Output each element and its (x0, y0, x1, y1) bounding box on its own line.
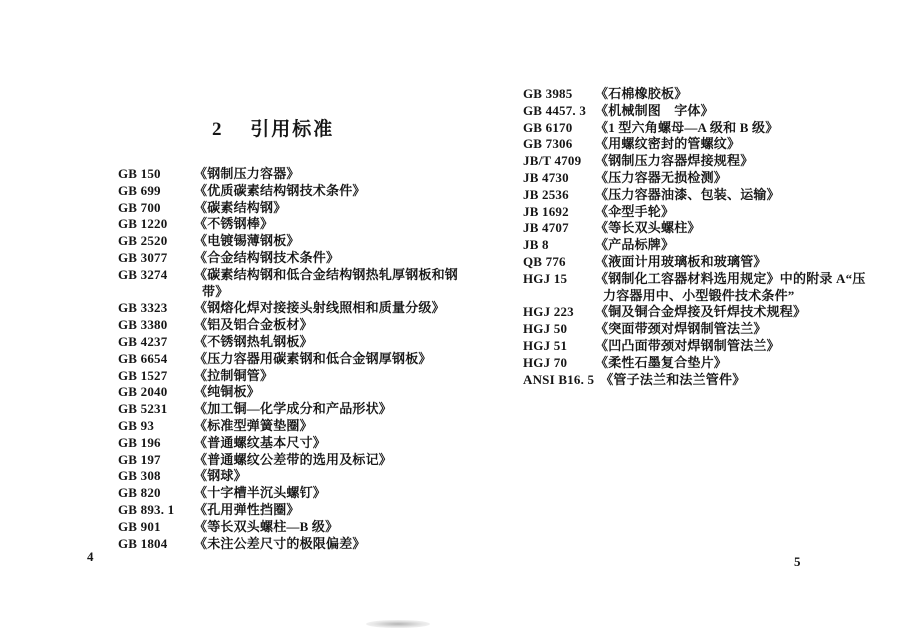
standard-title (194, 166, 490, 183)
standard-title (600, 372, 895, 389)
standard-entry-row (118, 519, 490, 536)
standard-code: GB 901 (118, 518, 161, 534)
standard-entry-row (523, 136, 895, 153)
standard-title (595, 204, 895, 221)
standard-title-line: 《不锈钢棒》 (194, 216, 274, 232)
standard-code: GB 150 (118, 166, 161, 181)
standard-code: GB 4237 (118, 333, 168, 349)
standard-title-line: 《铝及铝合金板材》 (194, 317, 313, 333)
standard-code: ANSI B16. 5 (523, 371, 595, 387)
standard-title-line: 《纯铜板》 (194, 384, 261, 400)
standard-title-line: 《未注公差尺寸的极限偏差》 (194, 535, 366, 551)
standard-code: GB 1220 (118, 216, 168, 232)
standard-code: JB 4707 (523, 220, 569, 236)
standard-entry-row (118, 502, 490, 519)
standard-title (595, 103, 895, 120)
standard-title-line: 《柔性石墨复合垫片》 (595, 354, 728, 370)
standard-title (194, 200, 490, 217)
standard-title (194, 536, 490, 553)
left-page-standards-list (118, 166, 490, 552)
standard-code: GB 893. 1 (118, 501, 175, 517)
standard-title (595, 271, 895, 305)
standard-title (194, 502, 490, 519)
standard-title (595, 153, 895, 170)
standard-entry-row (118, 384, 490, 401)
section-title: 引用标准 (250, 119, 335, 140)
standard-entry-row (118, 452, 490, 469)
standard-title (194, 183, 490, 200)
standard-entry-row (523, 271, 895, 305)
standard-code: JB 8 (523, 237, 549, 253)
standard-code: HGJ 70 (523, 354, 568, 370)
standard-title (194, 351, 490, 368)
standard-title-line: 《等长双头螺柱—B 级》 (194, 518, 339, 534)
standard-title (194, 334, 490, 351)
standard-title (595, 254, 895, 271)
page-number-right: 5 (794, 554, 801, 569)
standard-code: HGJ 51 (523, 337, 568, 353)
standard-title (194, 267, 490, 301)
standard-entry-row (118, 435, 490, 452)
standard-entry-row (523, 187, 895, 204)
standard-title-line: 《伞型手轮》 (595, 203, 675, 219)
standard-entry-row (523, 120, 895, 137)
standard-code: GB 3380 (118, 317, 168, 333)
standard-code: JB 2536 (523, 186, 569, 202)
standard-title-line: 《加工铜—化学成分和产品形状》 (194, 401, 393, 417)
standard-code: GB 308 (118, 468, 161, 484)
standard-code: GB 3323 (118, 300, 168, 316)
standard-entry-row (523, 321, 895, 338)
standard-title-line: 《铜及铜合金焊接及钎焊技术规程》 (595, 304, 807, 320)
standard-code: GB 3274 (118, 266, 168, 282)
standard-title-line: 《1 型六角螺母—A 级和 B 级》 (595, 119, 779, 135)
standard-code: GB 5231 (118, 401, 168, 417)
standard-entry-row (118, 334, 490, 351)
standard-title (194, 485, 490, 502)
standard-title-line: 《优质碳素结构钢技术条件》 (194, 182, 366, 198)
standard-title-line: 《合金结构钢技术条件》 (194, 249, 340, 265)
standard-title (595, 170, 895, 187)
standard-code: GB 7306 (523, 136, 573, 152)
standard-code: GB 3077 (118, 249, 168, 265)
standard-title-line: 《十字槽半沉头螺钉》 (194, 485, 327, 501)
standard-title-line: 《管子法兰和法兰管件》 (600, 371, 746, 387)
standard-title-line: 《孔用弹性挡圈》 (194, 501, 300, 517)
standard-entry-row (118, 300, 490, 317)
standard-entry-row (118, 401, 490, 418)
standard-title-line: 《液面计用玻璃板和玻璃管》 (595, 253, 767, 269)
standard-title (595, 136, 895, 153)
standard-entry-row (118, 368, 490, 385)
standard-code: GB 197 (118, 451, 161, 467)
standard-code: GB 93 (118, 417, 155, 433)
standard-title-continuation: 力容器用中、小型锻件技术条件” (603, 287, 795, 303)
standard-title-line: 《钢球》 (194, 468, 247, 484)
standard-title (194, 384, 490, 401)
standard-title (595, 355, 895, 372)
standard-title (194, 401, 490, 418)
standard-title-line: 《突面带颈对焊钢制管法兰》 (595, 321, 767, 337)
standard-entry-row (118, 317, 490, 334)
standard-code: HGJ 223 (523, 304, 574, 320)
standard-title-line: 《普通螺纹基本尺寸》 (194, 434, 327, 450)
standard-title-line: 《钢熔化焊对接接头射线照相和质量分级》 (194, 300, 445, 316)
standard-title-continuation: 带》 (202, 283, 229, 299)
standard-entry-row (118, 166, 490, 183)
section-number: 2 (212, 119, 223, 140)
standard-title (595, 304, 895, 321)
section-heading (212, 114, 334, 141)
standard-title-line: 《拉制铜管》 (194, 367, 274, 383)
standard-title (194, 300, 490, 317)
standard-title (194, 317, 490, 334)
standard-code: JB 4730 (523, 169, 569, 185)
standard-entry-row (118, 536, 490, 553)
standard-title-line: 《凹凸面带颈对焊钢制管法兰》 (595, 337, 780, 353)
standard-entry-row (523, 86, 895, 103)
standard-code: GB 196 (118, 434, 161, 450)
standard-title (194, 216, 490, 233)
standard-entry-row (118, 267, 490, 301)
standard-title (194, 368, 490, 385)
standard-title-line: 《压力容器油漆、包装、运输》 (595, 186, 780, 202)
standard-code: GB 6170 (523, 119, 573, 135)
standard-entry-row (523, 338, 895, 355)
standard-entry-row (523, 355, 895, 372)
standard-code: GB 700 (118, 199, 161, 215)
standard-title (595, 120, 895, 137)
page-number-left: 4 (87, 549, 94, 564)
standard-entry-row (118, 200, 490, 217)
standard-title-line: 《钢制化工容器材料选用规定》中的附录 A“压 (595, 270, 866, 286)
standard-title (595, 220, 895, 237)
standard-title (595, 187, 895, 204)
standard-code: GB 1527 (118, 367, 168, 383)
standard-title-line: 《产品标牌》 (595, 237, 675, 253)
standard-entry-row (118, 233, 490, 250)
standard-code: GB 820 (118, 485, 161, 501)
standard-entry-row (118, 351, 490, 368)
right-page-standards-list (523, 86, 895, 388)
standard-title (194, 418, 490, 435)
standard-title (595, 338, 895, 355)
standard-entry-row (523, 372, 895, 389)
standard-title-line: 《碳素结构钢和低合金结构钢热轧厚钢板和钢 (194, 266, 459, 282)
standard-entry-row (118, 485, 490, 502)
standard-title-line: 《电镀锡薄钢板》 (194, 233, 300, 249)
standard-entry-row (118, 250, 490, 267)
standard-title-line: 《普通螺纹公差带的选用及标记》 (194, 451, 393, 467)
standard-title-line: 《钢制压力容器焊接规程》 (595, 153, 754, 169)
standard-entry-row (523, 220, 895, 237)
standard-entry-row (523, 237, 895, 254)
standard-title-line: 《不锈钢热轧钢板》 (194, 333, 313, 349)
standard-code: JB 1692 (523, 203, 569, 219)
standard-code: GB 6654 (118, 350, 168, 366)
standard-title-line: 《压力容器用碳素钢和低合金钢厚钢板》 (194, 350, 432, 366)
standard-code: GB 2040 (118, 384, 168, 400)
standard-code: QB 776 (523, 253, 566, 269)
standard-title (194, 435, 490, 452)
standard-title-line: 《用螺纹密封的管螺纹》 (595, 136, 741, 152)
standard-code: GB 4457. 3 (523, 102, 587, 118)
standard-title-line: 《石棉橡胶板》 (595, 86, 688, 101)
standard-code: GB 3985 (523, 86, 573, 101)
standard-entry-row (523, 204, 895, 221)
standard-entry-row (523, 103, 895, 120)
standard-title (194, 468, 490, 485)
standard-title-line: 《标准型弹簧垫圈》 (194, 417, 313, 433)
standard-title (194, 519, 490, 536)
standard-entry-row (523, 254, 895, 271)
standard-entry-row (118, 468, 490, 485)
standard-code: JB/T 4709 (523, 153, 582, 169)
standard-title (595, 237, 895, 254)
standard-code: HGJ 15 (523, 270, 568, 286)
standard-code: GB 1804 (118, 535, 168, 551)
standard-title-line: 《碳素结构钢》 (194, 199, 287, 215)
standard-title-line: 《钢制压力容器》 (194, 166, 300, 181)
standard-entry-row (523, 153, 895, 170)
standard-title (194, 233, 490, 250)
standard-entry-row (118, 216, 490, 233)
standard-entry-row (118, 183, 490, 200)
standard-title-line: 《等长双头螺柱》 (595, 220, 701, 236)
standard-title (194, 250, 490, 267)
standard-entry-row (523, 170, 895, 187)
standard-entry-row (523, 304, 895, 321)
standard-title (595, 86, 895, 103)
standard-title-line: 《压力容器无损检测》 (595, 169, 728, 185)
standard-title (595, 321, 895, 338)
standard-code: GB 2520 (118, 233, 168, 249)
standard-title (194, 452, 490, 469)
scan-artifact-smudge (366, 620, 430, 628)
standard-code: HGJ 50 (523, 321, 568, 337)
standard-code: GB 699 (118, 182, 161, 198)
standard-entry-row (118, 418, 490, 435)
standard-title-line: 《机械制图 字体》 (595, 102, 714, 118)
